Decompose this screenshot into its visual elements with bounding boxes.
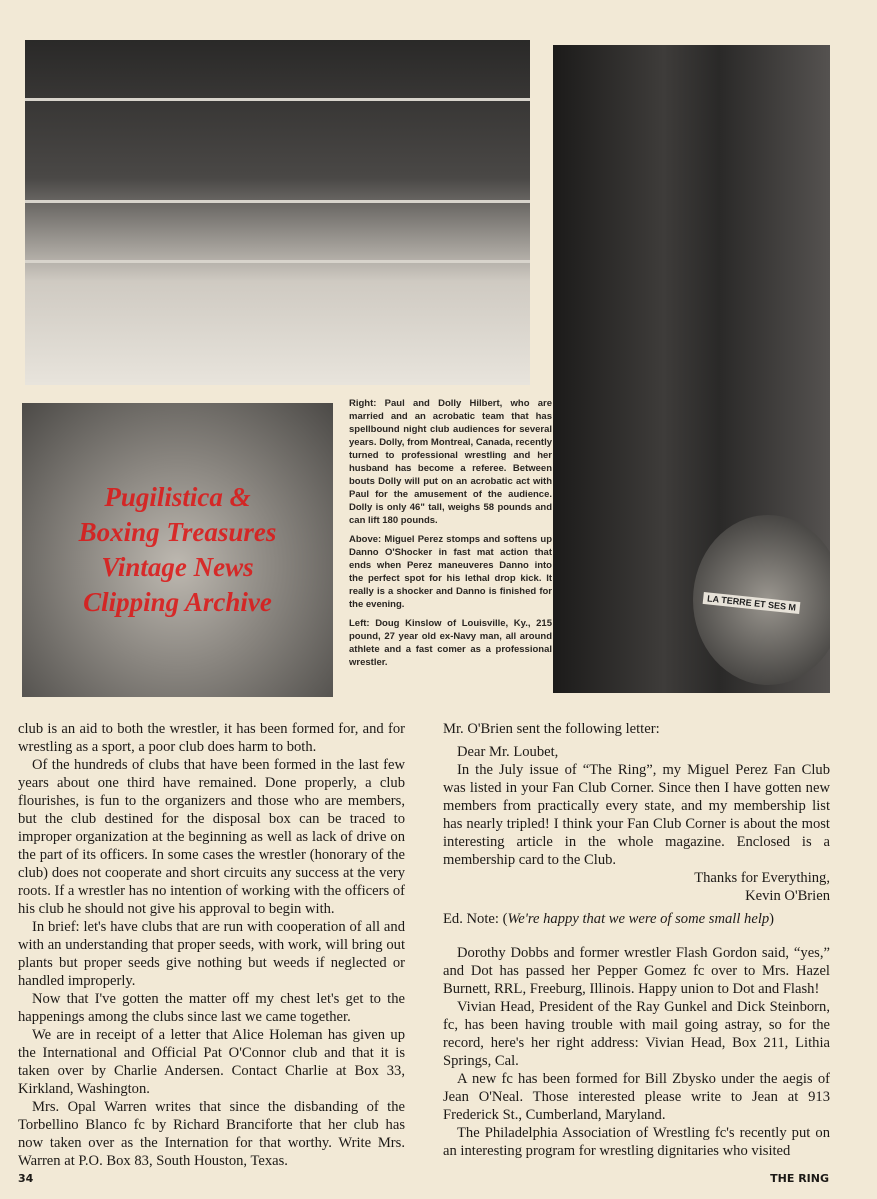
- letter-salutation: Dear Mr. Loubet,: [457, 744, 559, 760]
- paragraph: Mrs. Opal Warren writes that since the disbanding of the Torbellino Blanco fc by Richard Branciforte that her club has now taken over as the Internation for that worthy. Write Mrs. Warren at P.O. Box 83, South Houston, Texas.: [18, 1099, 405, 1169]
- article-right-column: [443, 720, 830, 1160]
- paragraph: We are in receipt of a letter that Alice Holeman has given up the International and Official Pat O'Connor club and that it is taken over by Charlie Andersen. Contact Charlie at Box 33, Kirkland, Washington.: [18, 1027, 405, 1097]
- globe-banner-text: LA TERRE ET SES M: [703, 592, 801, 614]
- editor-note-text: We're happy that we were of some small help: [507, 911, 770, 927]
- article-left-column: [18, 720, 405, 1170]
- magazine-name: THE RING: [770, 1172, 829, 1185]
- watermark-line: Pugilistica &: [104, 482, 251, 512]
- letter-intro: Mr. O'Brien sent the following letter:: [443, 721, 660, 737]
- caption-above: Above: Miguel Perez stomps and softens up Danno O'Shocker in fast mat action that ends when Perez maneuveres Danno into the perfect spot for his lethal drop kick. It really is a shocker and Danno is finished for the evening.: [349, 534, 552, 610]
- paragraph: Now that I've gotten the matter off my chest let's get to the happenings among the clubs since last we came together.: [18, 991, 405, 1025]
- editor-note: [443, 910, 830, 928]
- ring-rope: [25, 260, 530, 263]
- caption-right: Right: Paul and Dolly Hilbert, who are married and an acrobatic team that has spellbound night club audiences for several years. Dolly, from Montreal, Canada, recently turned to professional wrestling and her husband has become a referee. Between bouts Dolly will put on an acrobatic act with Paul for the amusement of the audience. Dolly is only 46" tall, weighs 58 pounds and can lift 180 pounds.: [349, 398, 552, 526]
- paragraph: The Philadelphia Association of Wrestling fc's recently put on an interesting program for wrestling dignitaries who visited: [443, 1125, 830, 1159]
- letter-signature: Kevin O'Brien: [745, 888, 830, 904]
- paragraph: In brief: let's have clubs that are run with cooperation of all and with an understanding that proper seeds, with work, will bring out plants but proper seeds give nothing but weeds if neglected or handled improperly.: [18, 919, 405, 989]
- paragraph: Dorothy Dobbs and former wrestler Flash Gordon said, “yes,” and Dot has passed her Pepper Gomez fc over to Mrs. Hazel Burnett, RRL, Freeburg, Illinois. Happy union to Dot and Flash!: [443, 945, 830, 997]
- editor-note-label: Ed. Note: (: [443, 911, 508, 927]
- couple-photo: [553, 45, 830, 693]
- wrestler-portrait-photo: [22, 403, 333, 697]
- paragraph: A new fc has been formed for Bill Zbysko under the aegis of Jean O'Neal. Those interested please write to Jean at 913 Frederick St., Cumberland, Maryland.: [443, 1071, 830, 1123]
- ring-rope: [25, 200, 530, 203]
- watermark-line: Vintage News: [101, 552, 254, 582]
- letter-closing: Thanks for Everything,: [694, 870, 830, 886]
- ring-rope: [25, 98, 530, 101]
- letter-body: In the July issue of “The Ring”, my Miguel Perez Fan Club was listed in your Fan Club Corner. Since then I have gotten new members from practically every state, and my membership list has nearly tripled! I think your Fan Club Corner is about the most interesting article in the whole magazine. Enclosed is a membership card to the Club.: [443, 762, 830, 868]
- caption-left: Left: Doug Kinslow of Louisville, Ky., 215 pound, 27 year old ex-Navy man, all around athlete and a fast comer as a professional wrestler.: [349, 618, 552, 668]
- editor-note-end: ): [769, 911, 775, 927]
- paragraph: club is an aid to both the wrestler, it has been formed for, and for wrestling as a sport, a poor club does harm to both.: [18, 721, 405, 755]
- watermark-line: Boxing Treasures: [78, 517, 277, 547]
- photo-captions: [349, 397, 552, 675]
- wrestling-match-photo: [25, 40, 530, 385]
- paragraph: Of the hundreds of clubs that have been formed in the last few years about one third have remained. Done properly, a club flourishes, is fun to the organizers and those who are members, but the club destined for the disposal box can be traced to improper organization at the beginning as well as lack of drive on the part of its officers. In some cases the wrestler (honorary of the club) does not cooperate and short circuits any success at the very roots. If a wrestler has no intention of working with the officers of his club he should not give his approval to begin with.: [18, 757, 405, 917]
- page-number: 34: [18, 1172, 34, 1185]
- paragraph: Vivian Head, President of the Ray Gunkel and Dick Steinborn, fc, has been having trouble with mail going astray, so for the record, here's her right address: Vivian Head, Box 211, Lithia Springs, Cal.: [443, 999, 830, 1069]
- watermark-line: Clipping Archive: [83, 587, 272, 617]
